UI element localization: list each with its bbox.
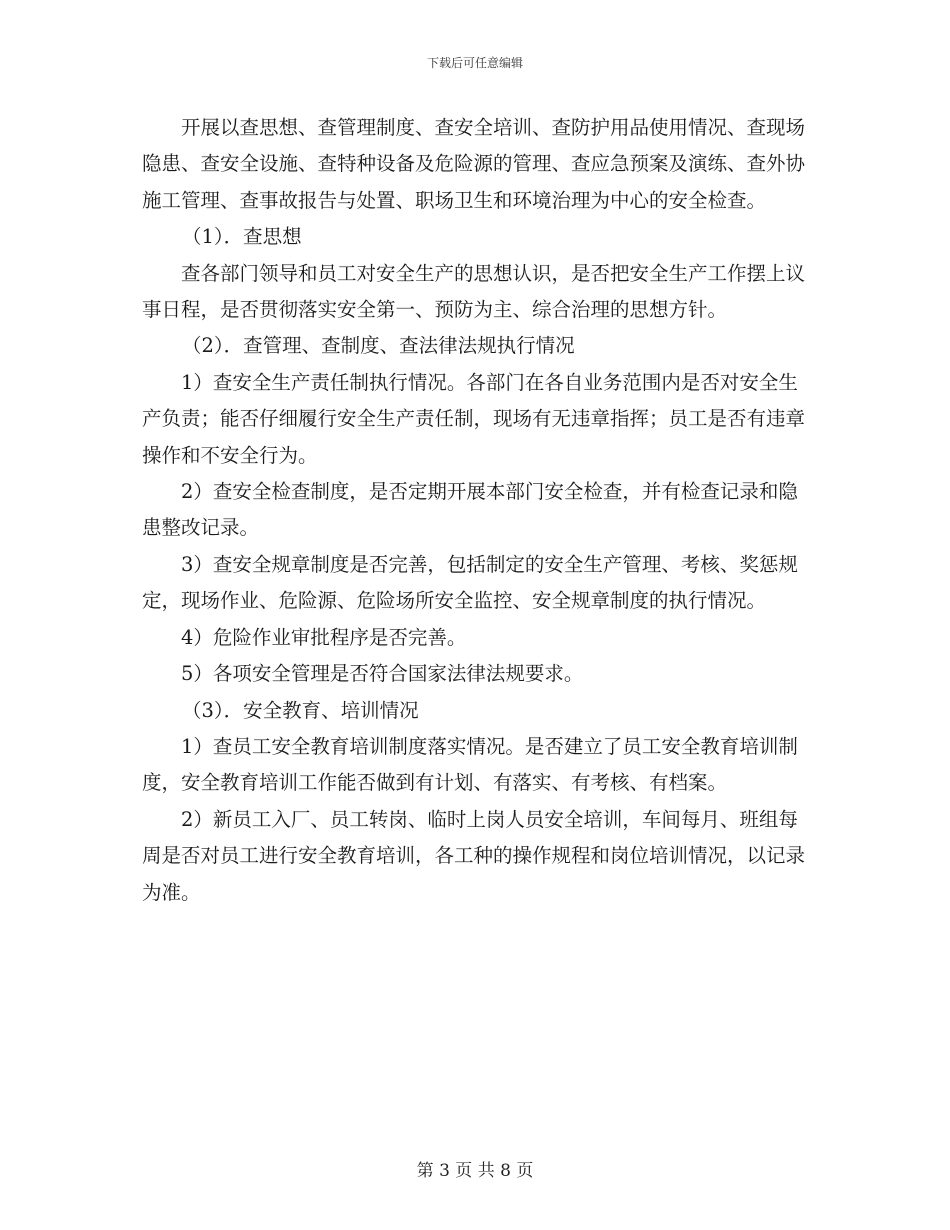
section-heading-2: （2）．查管理、查制度、查法律法规执行情况 — [182, 334, 575, 358]
paragraph-new-staff-training: 2）新员工入厂、员工转岗、临时上岗人员安全培训，车间每月、班组每周是否对员工进行安全教育培训，各工种的操作规程和岗位培训情况，以记录为准。 — [142, 807, 806, 904]
paragraph-law-compliance: 5）各项安全管理是否符合国家法律法规要求。 — [181, 662, 584, 686]
paragraph-approval: 4）危险作业审批程序是否完善。 — [181, 625, 467, 649]
paragraph-training-system: 1）查员工安全教育培训制度落实情况。是否建立了员工安全教育培训制度，安全教育培训工作能否做到有计划、有落实、有考核、有档案。 — [142, 734, 798, 795]
paragraph-intro: 开展以查思想、查管理制度、查安全培训、查防护用品使用情况、查现场隐患、查安全设施、查特种设备及危险源的管理、查应急预案及演练、查外协施工管理、查事故报告与处置、职场卫生和环境治理为中心的安全检查。 — [142, 116, 806, 212]
paragraph-inspection-system: 2）查安全检查制度，是否定期开展本部门安全检查，并有检查记录和隐患整改记录。 — [142, 480, 798, 540]
paragraph-rules: 3）查安全规章制度是否完善，包括制定的安全生产管理、考核、奖惩规定，现场作业、危险源、危险场所安全监控、安全规章制度的执行情况。 — [142, 552, 798, 613]
section-heading-3: （3）．安全教育、培训情况 — [182, 698, 419, 722]
page-header-note: 下载后可任意编辑 — [426, 56, 523, 70]
document-body — [142, 110, 812, 911]
paragraph-responsibility: 1）查安全生产责任制执行情况。各部门在各自业务范围内是否对安全生产负责；能否仔细履行安全生产责任制，现场有无违章指挥；员工是否有违章操作和不安全行为。 — [142, 370, 806, 467]
page-number: 第 3 页 共 8 页 — [416, 1161, 534, 1181]
section-heading-1: （1）．查思想 — [182, 225, 302, 249]
paragraph-thought-check: 查各部门领导和员工对安全生产的思想认识，是否把安全生产工作摆上议事日程，是否贯彻落实安全第一、预防为主、综合治理的思想方针。 — [142, 261, 806, 322]
